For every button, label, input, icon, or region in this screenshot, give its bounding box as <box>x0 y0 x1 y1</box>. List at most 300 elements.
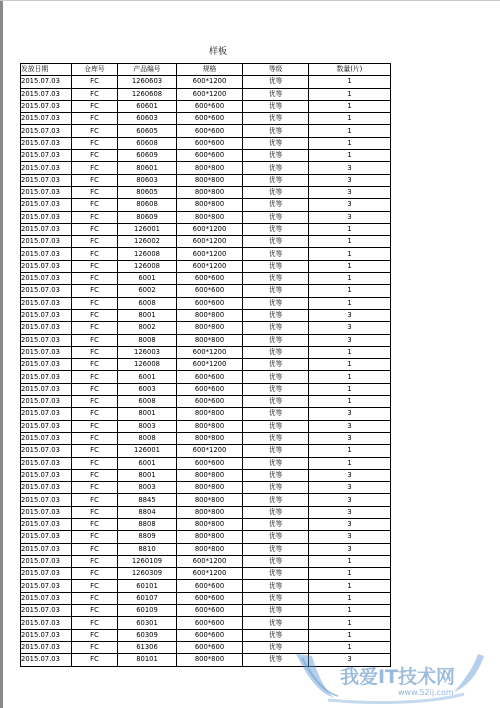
table-cell: 8008 <box>118 334 177 346</box>
table-cell: FC <box>72 137 118 149</box>
table-cell: FC <box>72 211 118 223</box>
table-cell: 优等 <box>243 592 309 604</box>
watermark <box>288 648 498 706</box>
table-row <box>21 273 391 285</box>
table-cell: 1 <box>309 236 391 248</box>
table-cell: 2015.07.03 <box>21 654 72 666</box>
table-cell: 2015.07.03 <box>21 113 72 125</box>
table-cell: 3 <box>309 186 391 198</box>
table-cell: 2015.07.03 <box>21 162 72 174</box>
table-cell: 8001 <box>118 408 177 420</box>
table-cell: FC <box>72 100 118 112</box>
table-cell: 优等 <box>243 359 309 371</box>
table-cell: 1 <box>309 273 391 285</box>
table-row <box>21 408 391 420</box>
table-cell: FC <box>72 273 118 285</box>
table-row <box>21 568 391 580</box>
table-cell: 600*600 <box>177 297 243 309</box>
table-cell: 1 <box>309 100 391 112</box>
table-cell: FC <box>72 555 118 567</box>
table-cell: 80603 <box>118 174 177 186</box>
table-cell: 优等 <box>243 531 309 543</box>
table-cell: 800*800 <box>177 174 243 186</box>
table-cell: 6001 <box>118 371 177 383</box>
table-cell: FC <box>72 543 118 555</box>
table-cell: FC <box>72 125 118 137</box>
page-edge <box>0 0 3 708</box>
table-cell: 60601 <box>118 100 177 112</box>
table-cell: 2015.07.03 <box>21 555 72 567</box>
table-cell: FC <box>72 469 118 481</box>
table-cell: 优等 <box>243 629 309 641</box>
table-cell: 600*600 <box>177 629 243 641</box>
table-cell: FC <box>72 309 118 321</box>
table-cell: 2015.07.03 <box>21 88 72 100</box>
table-cell: 8003 <box>118 420 177 432</box>
table-cell: FC <box>72 408 118 420</box>
table-cell: 3 <box>309 432 391 444</box>
table-cell: 80101 <box>118 654 177 666</box>
table-cell: 600*1200 <box>177 88 243 100</box>
table-cell: 6008 <box>118 297 177 309</box>
table-cell: FC <box>72 568 118 580</box>
table-cell: 60608 <box>118 137 177 149</box>
table-cell: 优等 <box>243 396 309 408</box>
table-cell: 60109 <box>118 605 177 617</box>
table-cell: FC <box>72 420 118 432</box>
table-cell: 优等 <box>243 273 309 285</box>
table-cell: FC <box>72 334 118 346</box>
table-cell: 优等 <box>243 555 309 567</box>
table-cell: 800*800 <box>177 482 243 494</box>
table-cell: 1260603 <box>118 76 177 88</box>
table-row <box>21 531 391 543</box>
table-row <box>21 482 391 494</box>
table-cell: 2015.07.03 <box>21 543 72 555</box>
table-cell: 80608 <box>118 199 177 211</box>
table-cell: 优等 <box>243 125 309 137</box>
table-cell: 600*1200 <box>177 568 243 580</box>
table-cell: 2015.07.03 <box>21 137 72 149</box>
table-cell: 60107 <box>118 592 177 604</box>
table-cell: 优等 <box>243 174 309 186</box>
table-cell: 优等 <box>243 223 309 235</box>
table-cell: 3 <box>309 322 391 334</box>
table-cell: 6001 <box>118 457 177 469</box>
table-row <box>21 334 391 346</box>
table-cell: 3 <box>309 309 391 321</box>
table-cell: 2015.07.03 <box>21 150 72 162</box>
table-cell: 2015.07.03 <box>21 494 72 506</box>
table-cell: 6003 <box>118 383 177 395</box>
table-cell: FC <box>72 223 118 235</box>
table-cell: 800*800 <box>177 408 243 420</box>
table-cell: 600*600 <box>177 150 243 162</box>
table-cell: 600*600 <box>177 113 243 125</box>
table-cell: 1 <box>309 445 391 457</box>
column-header: 数量(片) <box>309 64 391 76</box>
table-row <box>21 506 391 518</box>
table-cell: 优等 <box>243 150 309 162</box>
table-row <box>21 248 391 260</box>
table-cell: 600*600 <box>177 371 243 383</box>
table-cell: 8001 <box>118 309 177 321</box>
table-cell: 600*1200 <box>177 76 243 88</box>
table-cell: 2015.07.03 <box>21 383 72 395</box>
table-cell: 2015.07.03 <box>21 359 72 371</box>
table-row <box>21 309 391 321</box>
table-cell: 60101 <box>118 580 177 592</box>
table-cell: 2015.07.03 <box>21 100 72 112</box>
table-cell: 600*600 <box>177 580 243 592</box>
table-row <box>21 186 391 198</box>
table-cell: 1 <box>309 285 391 297</box>
table-cell: 600*1200 <box>177 260 243 272</box>
table-cell: FC <box>72 580 118 592</box>
table-row <box>21 494 391 506</box>
table-cell: FC <box>72 592 118 604</box>
table-cell: FC <box>72 199 118 211</box>
table-cell: 600*600 <box>177 383 243 395</box>
table-cell: FC <box>72 248 118 260</box>
table-cell: 2015.07.03 <box>21 125 72 137</box>
table-cell: 2015.07.03 <box>21 322 72 334</box>
table-cell: 优等 <box>243 371 309 383</box>
table-cell: 2015.07.03 <box>21 199 72 211</box>
table-cell: 优等 <box>243 346 309 358</box>
table-cell: 3 <box>309 211 391 223</box>
column-header: 产品编号 <box>118 64 177 76</box>
document-title: 样板 <box>208 47 227 57</box>
table-row <box>21 457 391 469</box>
table-cell: 6008 <box>118 396 177 408</box>
table-cell: 1 <box>309 617 391 629</box>
column-header: 等级 <box>243 64 309 76</box>
table-row <box>21 223 391 235</box>
table-cell: FC <box>72 432 118 444</box>
table-cell: FC <box>72 506 118 518</box>
table-cell: 优等 <box>243 617 309 629</box>
table-cell: 2015.07.03 <box>21 223 72 235</box>
table-cell: 600*600 <box>177 396 243 408</box>
table-cell: 2015.07.03 <box>21 629 72 641</box>
table-cell: FC <box>72 629 118 641</box>
table-body <box>21 76 391 666</box>
table-cell: FC <box>72 297 118 309</box>
table-row <box>21 76 391 88</box>
table-cell: 60309 <box>118 629 177 641</box>
table-cell: 600*600 <box>177 125 243 137</box>
table-cell: 3 <box>309 199 391 211</box>
table-cell: FC <box>72 396 118 408</box>
table-cell: 优等 <box>243 248 309 260</box>
table-cell: 800*800 <box>177 506 243 518</box>
table-cell: 600*1200 <box>177 248 243 260</box>
table-cell: 600*1200 <box>177 359 243 371</box>
table-cell: FC <box>72 174 118 186</box>
table-cell: FC <box>72 150 118 162</box>
table-cell: 2015.07.03 <box>21 236 72 248</box>
table-row <box>21 113 391 125</box>
table-row <box>21 383 391 395</box>
table-cell: 126001 <box>118 445 177 457</box>
table-cell: 优等 <box>243 260 309 272</box>
table-cell: 优等 <box>243 309 309 321</box>
table-row <box>21 518 391 530</box>
table-cell: 3 <box>309 494 391 506</box>
table-cell: 600*1200 <box>177 445 243 457</box>
table-cell: 2015.07.03 <box>21 457 72 469</box>
table-cell: 600*1200 <box>177 236 243 248</box>
table-cell: 126008 <box>118 248 177 260</box>
table-cell: 600*600 <box>177 641 243 653</box>
table-cell: 2015.07.03 <box>21 76 72 88</box>
table-row <box>21 199 391 211</box>
table-cell: 600*600 <box>177 592 243 604</box>
table-cell: 优等 <box>243 334 309 346</box>
table-cell: FC <box>72 285 118 297</box>
column-header: 发放日期 <box>21 64 72 76</box>
table-cell: 1 <box>309 260 391 272</box>
table-cell: 1 <box>309 88 391 100</box>
table-row <box>21 125 391 137</box>
table-cell: 优等 <box>243 162 309 174</box>
table-cell: 800*800 <box>177 334 243 346</box>
table-cell: 1 <box>309 605 391 617</box>
column-header: 仓库号 <box>72 64 118 76</box>
table-cell: 2015.07.03 <box>21 580 72 592</box>
table-cell: FC <box>72 605 118 617</box>
table-cell: 2015.07.03 <box>21 273 72 285</box>
table-cell: 2015.07.03 <box>21 248 72 260</box>
table-cell: 2015.07.03 <box>21 482 72 494</box>
table-cell: 优等 <box>243 408 309 420</box>
table-cell: 2015.07.03 <box>21 371 72 383</box>
table-cell: FC <box>72 383 118 395</box>
table-cell: 600*600 <box>177 285 243 297</box>
table-cell: 优等 <box>243 100 309 112</box>
table-cell: 3 <box>309 654 391 666</box>
table-cell: 2015.07.03 <box>21 408 72 420</box>
table-cell: 126002 <box>118 236 177 248</box>
table-cell: 80609 <box>118 211 177 223</box>
table-cell: 2015.07.03 <box>21 396 72 408</box>
table-cell: 800*800 <box>177 322 243 334</box>
table-cell: 优等 <box>243 137 309 149</box>
table-cell: 2015.07.03 <box>21 285 72 297</box>
table-cell: 600*600 <box>177 100 243 112</box>
table-row <box>21 346 391 358</box>
table-cell: 800*800 <box>177 211 243 223</box>
table-cell: 3 <box>309 469 391 481</box>
table-cell: 800*800 <box>177 309 243 321</box>
table-row <box>21 469 391 481</box>
table-cell: 8001 <box>118 469 177 481</box>
table-cell: FC <box>72 482 118 494</box>
table-row <box>21 359 391 371</box>
table-cell: FC <box>72 641 118 653</box>
table-row <box>21 137 391 149</box>
table-cell: 1 <box>309 641 391 653</box>
table-cell: 126008 <box>118 260 177 272</box>
table-cell: 2015.07.03 <box>21 297 72 309</box>
table-cell: 1 <box>309 580 391 592</box>
table-cell: 800*800 <box>177 543 243 555</box>
table-cell: 2015.07.03 <box>21 641 72 653</box>
table-cell: 8008 <box>118 432 177 444</box>
table-cell: 8810 <box>118 543 177 555</box>
table-cell: 优等 <box>243 457 309 469</box>
table-cell: 800*800 <box>177 654 243 666</box>
table-cell: FC <box>72 76 118 88</box>
table-cell: FC <box>72 359 118 371</box>
table-cell: FC <box>72 236 118 248</box>
table-cell: 优等 <box>243 186 309 198</box>
table-cell: 2015.07.03 <box>21 432 72 444</box>
table-cell: 优等 <box>243 654 309 666</box>
table-cell: 6002 <box>118 285 177 297</box>
table-row <box>21 432 391 444</box>
table-cell: 600*600 <box>177 273 243 285</box>
table-cell: FC <box>72 260 118 272</box>
table-row <box>21 211 391 223</box>
table-cell: 1260109 <box>118 555 177 567</box>
table-cell: 优等 <box>243 518 309 530</box>
table-cell: 优等 <box>243 543 309 555</box>
table-row <box>21 150 391 162</box>
table-cell: 3 <box>309 174 391 186</box>
table-cell: FC <box>72 531 118 543</box>
table-row <box>21 420 391 432</box>
table-cell: 800*800 <box>177 518 243 530</box>
table-cell: 80601 <box>118 162 177 174</box>
table-cell: FC <box>72 346 118 358</box>
table-row <box>21 371 391 383</box>
table-row <box>21 629 391 641</box>
table-cell: 优等 <box>243 494 309 506</box>
table-cell: 优等 <box>243 568 309 580</box>
table-cell: 优等 <box>243 383 309 395</box>
table-cell: FC <box>72 186 118 198</box>
table-cell: 优等 <box>243 88 309 100</box>
table-cell: 优等 <box>243 445 309 457</box>
table-cell: 2015.07.03 <box>21 445 72 457</box>
table-cell: 2015.07.03 <box>21 568 72 580</box>
table-cell: 800*800 <box>177 469 243 481</box>
table-cell: 1 <box>309 629 391 641</box>
table-cell: 800*800 <box>177 432 243 444</box>
table-cell: 3 <box>309 531 391 543</box>
table-row <box>21 285 391 297</box>
table-cell: 优等 <box>243 297 309 309</box>
table-cell: 2015.07.03 <box>21 518 72 530</box>
data-table <box>20 63 391 667</box>
table-cell: 优等 <box>243 113 309 125</box>
table-cell: 2015.07.03 <box>21 420 72 432</box>
table-row <box>21 162 391 174</box>
column-header: 规格 <box>177 64 243 76</box>
table-cell: FC <box>72 322 118 334</box>
table-cell: 2015.07.03 <box>21 617 72 629</box>
table-cell: 3 <box>309 162 391 174</box>
table-cell: 优等 <box>243 285 309 297</box>
table-cell: 8808 <box>118 518 177 530</box>
table-row <box>21 543 391 555</box>
table-cell: 2015.07.03 <box>21 174 72 186</box>
table-cell: 1 <box>309 592 391 604</box>
table-row <box>21 605 391 617</box>
table-cell: 800*800 <box>177 162 243 174</box>
table-row <box>21 555 391 567</box>
table-cell: 1 <box>309 346 391 358</box>
table-row <box>21 174 391 186</box>
table-cell: 60609 <box>118 150 177 162</box>
table-cell: 1 <box>309 555 391 567</box>
table-row <box>21 100 391 112</box>
table-cell: FC <box>72 457 118 469</box>
table-cell: 600*600 <box>177 605 243 617</box>
table-cell: 1 <box>309 383 391 395</box>
table-cell: 优等 <box>243 199 309 211</box>
table-row <box>21 396 391 408</box>
table-cell: 2015.07.03 <box>21 605 72 617</box>
table-row <box>21 322 391 334</box>
table-cell: 2015.07.03 <box>21 211 72 223</box>
table-cell: 1 <box>309 223 391 235</box>
table-cell: 60605 <box>118 125 177 137</box>
table-row <box>21 445 391 457</box>
table-cell: 1 <box>309 125 391 137</box>
table-cell: 优等 <box>243 506 309 518</box>
table-cell: 1 <box>309 568 391 580</box>
table-cell: 2015.07.03 <box>21 334 72 346</box>
table-cell: FC <box>72 162 118 174</box>
table-cell: 3 <box>309 506 391 518</box>
table-cell: 优等 <box>243 236 309 248</box>
table-cell: 8809 <box>118 531 177 543</box>
table-cell: 800*800 <box>177 531 243 543</box>
table-cell: 优等 <box>243 641 309 653</box>
watermark-url: www.52ij.com <box>398 688 454 697</box>
table-cell: 优等 <box>243 76 309 88</box>
table-row <box>21 617 391 629</box>
table-cell: FC <box>72 371 118 383</box>
table-cell: 3 <box>309 482 391 494</box>
table-cell: 优等 <box>243 482 309 494</box>
table-header-row <box>21 64 391 76</box>
table-cell: 8804 <box>118 506 177 518</box>
table-cell: 1 <box>309 297 391 309</box>
table-row <box>21 592 391 604</box>
table-cell: 2015.07.03 <box>21 506 72 518</box>
table-cell: 2015.07.03 <box>21 186 72 198</box>
table-cell: 800*800 <box>177 199 243 211</box>
page-top-edge <box>0 0 500 1</box>
table-cell: 1 <box>309 113 391 125</box>
table-cell: 80605 <box>118 186 177 198</box>
table-cell: 1260309 <box>118 568 177 580</box>
table-row <box>21 580 391 592</box>
table-cell: 2015.07.03 <box>21 309 72 321</box>
table-cell: 3 <box>309 334 391 346</box>
table-cell: 优等 <box>243 605 309 617</box>
table-cell: 126001 <box>118 223 177 235</box>
table-cell: 600*1200 <box>177 223 243 235</box>
table-cell: 1 <box>309 371 391 383</box>
watermark-text: 我爱IT技术网 <box>340 666 456 688</box>
table-cell: 优等 <box>243 469 309 481</box>
table-cell: FC <box>72 617 118 629</box>
